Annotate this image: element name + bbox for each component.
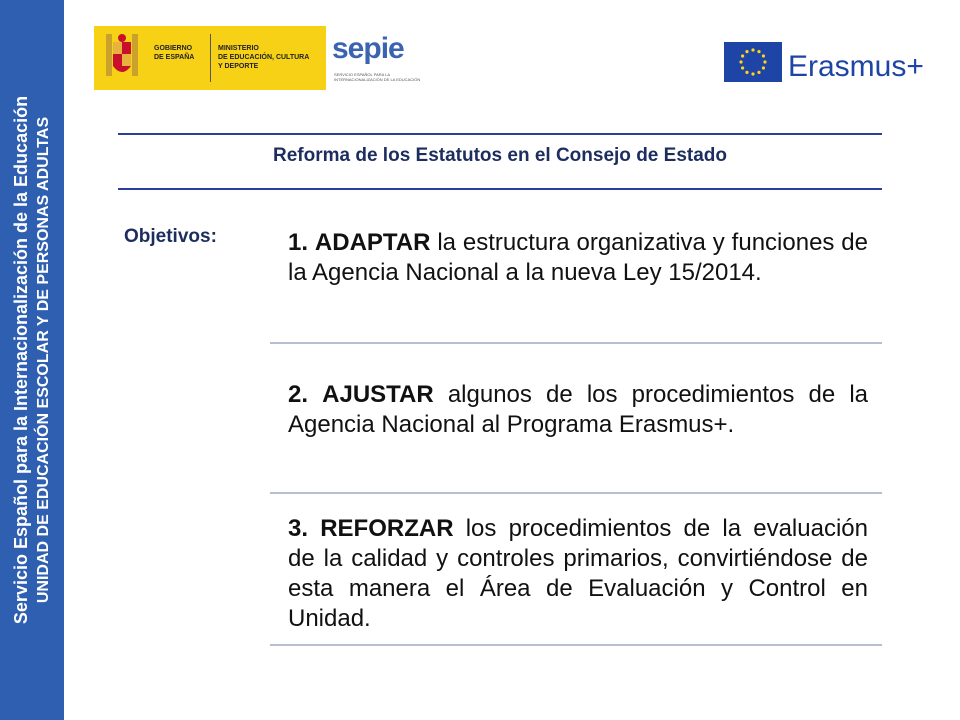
objective-text: algunos de los procedimientos de la Agencia Nacional al Programa Erasmus+.	[288, 381, 868, 438]
coat-of-arms-icon	[100, 32, 144, 84]
slide-title: Reforma de los Estatutos en el Consejo de Estado	[273, 145, 727, 166]
gobierno-label	[154, 44, 194, 62]
objective-separator	[270, 342, 882, 344]
sepie-subtitle: SERVICIO ESPAÑOL PARA LA INTERNACIONALIZACIÓN DE LA EDUCACIÓN	[334, 72, 421, 82]
sidebar-service-name: Servicio Español para la Internacionalización de la Educación	[11, 95, 31, 625]
objective-keyword: ADAPTAR	[314, 229, 431, 256]
objective-item-3	[288, 514, 868, 634]
gov-line1: GOBIERNO	[154, 45, 193, 52]
gobierno-ministerio-logo	[94, 26, 326, 90]
objective-number: 2.	[288, 381, 309, 408]
objective-text: la estructura organizativa y funciones de la Agencia Nacional a la nueva Ley 15/2014.	[288, 229, 868, 286]
ministry-label	[218, 44, 322, 71]
objective-keyword: REFORZAR	[320, 515, 454, 542]
ministry-line1: MINISTERIO	[218, 45, 259, 52]
sidebar-text	[9, 0, 55, 720]
ministry-line3: Y DEPORTE	[218, 63, 259, 70]
title-rule-bottom	[118, 188, 882, 190]
objective-text: los procedimientos de la evaluación de la calidad y controles primarios, convirtiéndose de esta manera el Área de Evaluación y Control en Unidad.	[288, 515, 868, 632]
objective-item-1	[288, 228, 868, 288]
sidebar-unit-name: UNIDAD DE EDUCACIÓN ESCOLAR Y DE PERSONAS ADULTAS	[35, 116, 52, 604]
erasmus-plus-wordmark: Erasmus+	[788, 50, 924, 83]
objective-number: 1.	[288, 229, 309, 256]
objectives-label: Objetivos:	[124, 226, 217, 247]
sepie-wordmark: sepie	[332, 32, 404, 65]
objective-separator	[270, 492, 882, 494]
ministry-line2: DE EDUCACIÓN, CULTURA	[218, 54, 310, 61]
title-rule-top	[118, 133, 882, 135]
sepie-logo	[326, 26, 432, 90]
objective-separator	[270, 644, 882, 646]
sidebar-banner	[0, 0, 64, 720]
gov-line2: DE ESPAÑA	[154, 54, 195, 61]
eu-flag-icon	[724, 42, 782, 82]
logo-divider	[210, 34, 211, 82]
objective-number: 3.	[288, 515, 309, 542]
objective-keyword: AJUSTAR	[322, 381, 434, 408]
objective-item-2	[288, 380, 868, 440]
